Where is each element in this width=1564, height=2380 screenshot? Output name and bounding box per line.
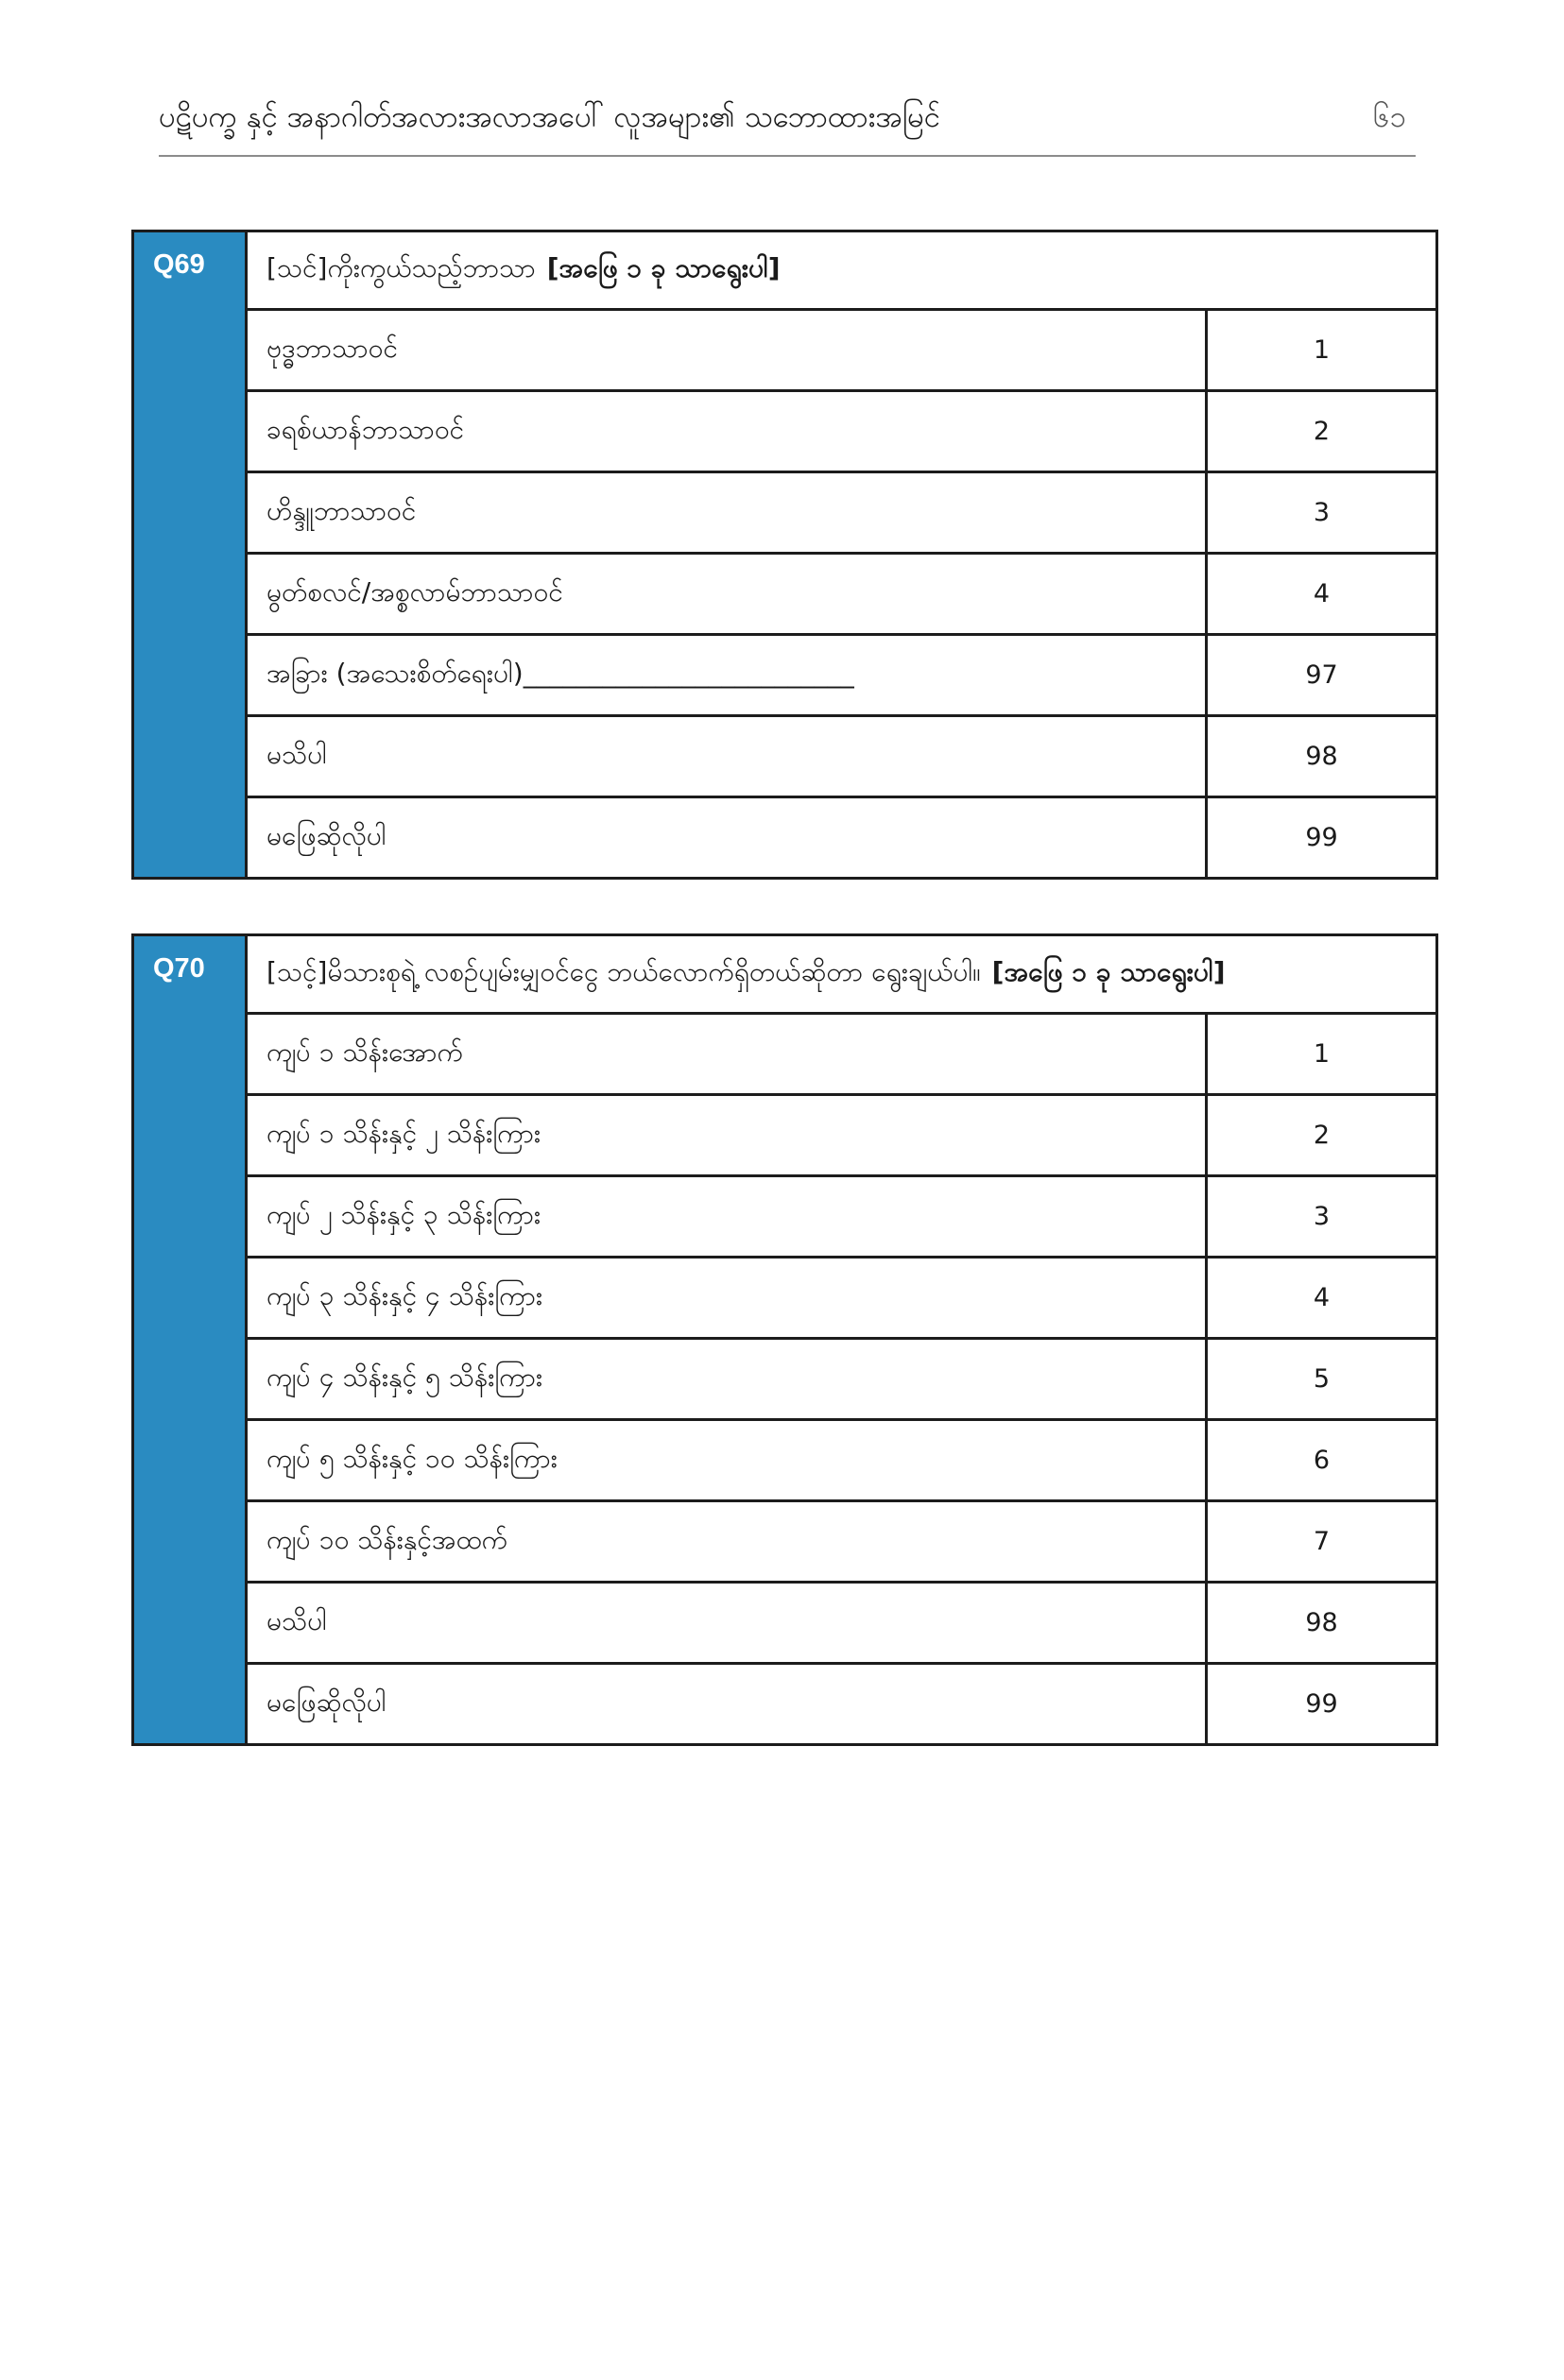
option-label: မသိပါ <box>248 717 1208 796</box>
option-label: မဖြေဆိုလိုပါ <box>248 798 1208 877</box>
option-code: 2 <box>1313 417 1331 446</box>
question-code: Q69 <box>134 232 248 877</box>
option-label: ကျပ် ၂ သိန်းနှင့် ၃ သိန်းကြား <box>248 1177 1208 1256</box>
option-code: 2 <box>1313 1121 1331 1150</box>
question-text-row <box>248 936 1435 1015</box>
question-table-q69 <box>131 230 1438 880</box>
question-instruction: [အဖြေ ၁ ခု သာရွေးပါ] <box>546 252 781 283</box>
option-code: 4 <box>1313 1283 1331 1312</box>
option-label: မသိပါ <box>248 1584 1208 1662</box>
option-label: ကျပ် ၄ သိန်းနှင့် ၅ သိန်းကြား <box>248 1340 1208 1418</box>
option-label: ဟိန္ဒူဘာသာဝင် <box>248 473 1208 552</box>
option-label: ဗုဒ္ဓဘာသာဝင် <box>248 311 1208 389</box>
option-row <box>248 473 1435 555</box>
option-code: 6 <box>1313 1446 1331 1475</box>
question-text: [သင့်]မိသားစုရဲ့ လစဉ်ပျမ်းမျှဝင်ငွေ ဘယ်လောက်ရှိတယ်ဆိုတာ ရွေးချယ်ပါ။ <box>266 956 981 987</box>
option-row <box>248 1421 1435 1502</box>
option-row <box>248 1665 1435 1743</box>
option-row <box>248 1584 1435 1665</box>
question-instruction: [အဖြေ ၁ ခု သာရွေးပါ] <box>991 956 1226 987</box>
option-code: 99 <box>1305 1689 1338 1719</box>
option-code: 1 <box>1313 1039 1331 1069</box>
option-row <box>248 1502 1435 1584</box>
page-number: ၆၁ <box>1373 100 1406 134</box>
page-header <box>159 87 1416 157</box>
question-code: Q70 <box>134 936 248 1743</box>
option-code: 1 <box>1313 335 1331 365</box>
option-row <box>248 1177 1435 1258</box>
option-label: ကျပ် ၃ သိန်းနှင့် ၄ သိန်းကြား <box>248 1258 1208 1337</box>
option-row <box>248 1096 1435 1177</box>
question-text-row <box>248 232 1435 311</box>
option-row <box>248 717 1435 798</box>
option-label: မွတ်စလင်/အစ္စလာမ်ဘာသာဝင် <box>248 555 1208 633</box>
option-code: 98 <box>1305 1608 1338 1637</box>
option-code: 3 <box>1313 1202 1331 1231</box>
option-label: ကျပ် ၅ သိန်းနှင့် ၁၀ သိန်းကြား <box>248 1421 1208 1499</box>
option-row <box>248 311 1435 392</box>
question-table-q70 <box>131 933 1438 1746</box>
option-label: အခြား (အသေးစိတ်ရေးပါ)_________________________ <box>248 636 1208 714</box>
option-code: 97 <box>1305 660 1338 690</box>
option-label: ကျပ် ၁ သိန်းနှင့် ၂ သိန်းကြား <box>248 1096 1208 1174</box>
option-code: 98 <box>1305 742 1338 771</box>
question-text: [သင်]ကိုးကွယ်သည့်ဘာသာ <box>266 252 536 283</box>
option-label: ကျပ် ၁၀ သိန်းနှင့်အထက် <box>248 1502 1208 1581</box>
header-title: ပဋိပက္ခ နှင့် အနာဂါတ်အလားအလာအပေါ် လူအများ၏ သဘောထားအမြင် <box>159 100 941 134</box>
option-code: 3 <box>1313 498 1331 527</box>
option-row <box>248 392 1435 473</box>
option-label: ကျပ် ၁ သိန်းအောက် <box>248 1015 1208 1093</box>
option-row <box>248 1340 1435 1421</box>
option-code: 5 <box>1313 1364 1331 1394</box>
question-body <box>248 232 1435 877</box>
option-row <box>248 636 1435 717</box>
option-row <box>248 1015 1435 1096</box>
option-code: 99 <box>1305 823 1338 852</box>
option-label: မဖြေဆိုလိုပါ <box>248 1665 1208 1743</box>
option-row <box>248 798 1435 877</box>
option-code: 7 <box>1313 1527 1331 1556</box>
question-body <box>248 936 1435 1743</box>
option-row <box>248 555 1435 636</box>
option-row <box>248 1258 1435 1340</box>
option-label: ခရစ်ယာန်ဘာသာဝင် <box>248 392 1208 471</box>
option-code: 4 <box>1313 579 1331 608</box>
